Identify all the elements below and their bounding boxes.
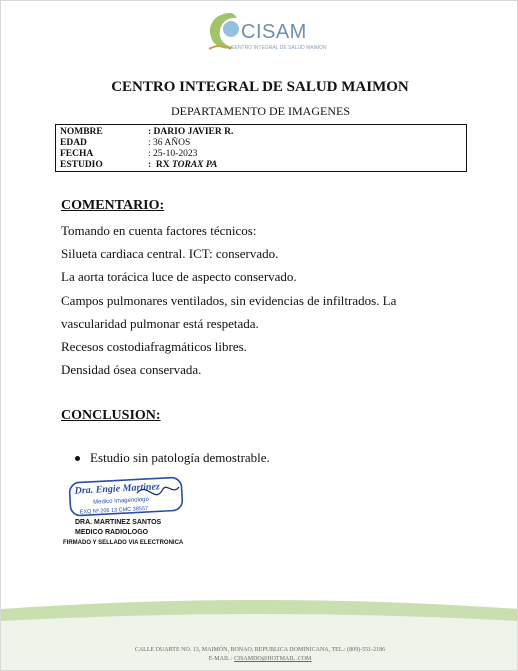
logo-brand-text: CISAM (241, 21, 307, 43)
footer-email-link[interactable]: CISAMDO@HOTMAIL .COM (234, 656, 312, 662)
nombre-row (60, 127, 466, 138)
nombre-value: : DARIO JAVIER R. (148, 127, 234, 137)
conclusion-text: Estudio sin patología demostrable. (90, 450, 270, 465)
fecha-row (60, 149, 466, 160)
estudio-row (60, 160, 466, 171)
stamp-exq: EXQ Nº 206 13 CMC 38557 (79, 505, 149, 516)
conclusion-item (75, 450, 270, 466)
comentario-line: Silueta cardiaca central. ICT: conservado. (61, 246, 279, 261)
comentario-heading: COMENTARIO: (61, 198, 165, 213)
department-name: DEPARTAMENTO DE IMAGENES (171, 104, 350, 118)
comentario-line: vascularidad pulmonar está respetada. (61, 316, 259, 331)
doctor-stamp (67, 475, 189, 519)
edad-row (60, 138, 466, 149)
estudio-label: ESTUDIO (60, 160, 103, 170)
comentario-line: Recesos costodiafragmáticos libres. (61, 339, 247, 354)
logo-subtitle: CENTRO INTEGRAL DE SALUD MAIMON (231, 45, 327, 51)
edad-value: : 36 AÑOS (148, 138, 191, 148)
footer-address: CALLE DUARTE NO. 13, MAIMÓN, BONAO, REPUBLICA DOMINICANA, TEL.: (809)-551-2186 (134, 647, 386, 653)
nombre-label: NOMBRE (60, 127, 103, 137)
doctor-name: DRA. MARTINEZ SANTOS (75, 519, 162, 526)
comentario-line: La aorta torácica luce de aspecto conservado. (61, 269, 297, 284)
fecha-value: : 25-10-2023 (148, 149, 198, 159)
conclusion-heading: CONCLUSION: (61, 408, 161, 423)
signature-note: FIRMADO Y SELLADO VIA ELECTRONICA (63, 540, 184, 546)
footer-email-line (1, 656, 518, 662)
stamp-title: Medico Imagenologo (93, 496, 150, 506)
stamp-name: Dra. Engie Martinez (74, 481, 161, 497)
footer-email-label: E-MAIL : (208, 656, 235, 662)
bullet-icon (75, 456, 80, 461)
fecha-label: FECHA (60, 149, 94, 159)
patient-info-table (55, 124, 467, 172)
comentario-line: Densidad ósea conservada. (61, 362, 202, 377)
edad-label: EDAD (60, 138, 87, 148)
estudio-value (148, 160, 217, 171)
estudio-prefix: : RX (148, 160, 173, 170)
estudio-type: TORAX PA (172, 160, 218, 170)
doctor-role: MEDICO RADIOLOGO (75, 529, 149, 536)
comentario-line: Tomando en cuenta factores técnicos: (61, 223, 257, 238)
comentario-line: Campos pulmonares ventilados, sin evidencias de infiltrados. La (61, 293, 397, 308)
cisam-logo (201, 9, 331, 55)
report-title: CENTRO INTEGRAL DE SALUD MAIMON (111, 79, 409, 95)
